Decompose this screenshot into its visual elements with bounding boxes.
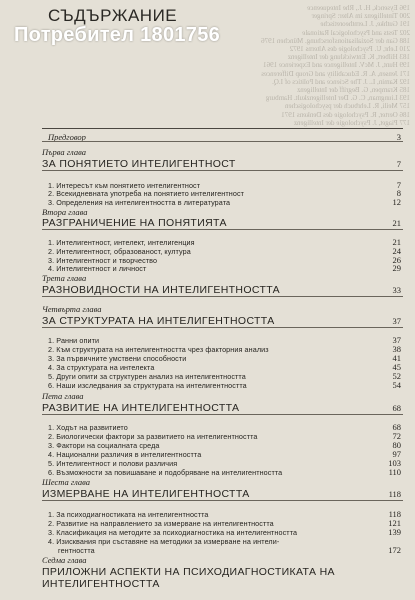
toc-entry: 3. Класификация на методите за психодиагностика на интелигентността	[48, 528, 298, 537]
page-number: 29	[392, 263, 401, 273]
divider	[42, 500, 403, 501]
toc-entry: 2. Интелигентност, образованост, култура	[48, 247, 191, 256]
chapter-label: Пета глава	[42, 391, 84, 401]
chapter-label: Седма глава	[42, 555, 87, 565]
page-number: 72	[392, 431, 401, 441]
divider	[42, 414, 403, 415]
chapter-title: РАЗНОВИДНОСТИ НА ИНТЕЛИГЕНТНОСТТА	[42, 284, 280, 296]
toc-entry: 2. Биологически фактори за развитието на интелигентността	[48, 432, 258, 441]
chapter-title: ЗА ПОНЯТИЕТО ИНТЕЛИГЕНТНОСТ	[42, 158, 236, 170]
page-number: 37	[392, 316, 401, 326]
page-number: 68	[392, 422, 401, 432]
toc-entry: 2. Развитие на направлението за измерване на интелигентността	[48, 519, 274, 528]
toc-entry: 6. Наши изследвания за структурата на интелигентността	[48, 381, 247, 390]
toc-entry: 1. За психодиагностиката на интелигентността	[48, 510, 209, 519]
chapter-label: Шеста глава	[42, 477, 91, 487]
page-title: СЪДЪРЖАНИЕ	[48, 6, 178, 25]
show-through-line: 202 Tests and Psychological Rationale	[302, 28, 410, 37]
toc-entry: 4. Интелигентност и личност	[48, 264, 147, 273]
show-through-line: 186 Oerter, R. Psychologie des Denkens 1971	[281, 110, 410, 119]
toc-entry: 1. Интересът към понятието интелигентност	[48, 181, 201, 190]
divider	[42, 141, 403, 142]
toc-entry: 5. Интелигентност и полови различия	[48, 459, 178, 468]
page-number: 8	[396, 188, 401, 198]
toc-entry: 3. Фактори на социалната среда	[48, 441, 160, 450]
show-through-line: 185 Krampen, G. Begriff der Intelligenz	[297, 86, 410, 94]
toc-entry: 2. Към структурата на интелигентността чрез факторния анализ	[48, 345, 269, 354]
show-through-line: 199 Hunt, J. McV. Intelligence and Experience 1961	[263, 61, 410, 70]
toc-entry: 4. За структурата на интелекта	[48, 363, 155, 372]
page-number: 52	[392, 371, 401, 381]
toc-entry: 3. Определения на интелигентността в литературата	[48, 198, 231, 207]
page-number: 33	[392, 285, 401, 295]
divider	[42, 170, 403, 171]
page-number: 26	[392, 255, 401, 265]
page-number: 118	[388, 509, 401, 519]
toc-entry: 4. Национални различия в интелигентността	[48, 450, 202, 459]
chapter-title: ЗА СТРУКТУРАТА НА ИНТЕЛИГЕНТНОСТТА	[42, 315, 275, 327]
chapter-label: Четвърта глава	[42, 304, 102, 314]
page-number: 21	[392, 237, 401, 247]
page-number: 172	[388, 545, 401, 555]
toc-entry: 1. Ранни опити	[48, 336, 100, 345]
page-number: 12	[392, 197, 401, 207]
chapter-label: Трета глава	[42, 273, 87, 283]
page-number: 68	[392, 403, 401, 413]
show-through-line: 171 Jensen, A. R. Educability and Group Differences	[261, 69, 410, 78]
chapter-title: ИЗМЕРВАНЕ НА ИНТЕЛИГЕНТНОСТТА	[42, 488, 250, 500]
chapter-title: ПРИЛОЖНИ АСПЕКТИ НА ПСИХОДИАГНОСТИКАТА НА	[42, 566, 335, 578]
watermark: Потребител 1801756	[14, 24, 221, 46]
chapter-label: Първа глава	[42, 147, 86, 157]
page-number: 103	[388, 458, 401, 468]
show-through-line: 191 Guthke, J. Lerntheoretische	[320, 20, 410, 29]
divider	[42, 128, 403, 129]
page-number: 3	[396, 132, 401, 142]
show-through-line: 196 Eysenck, H. J., Rhe Intequeence	[307, 4, 410, 12]
toc-entry: гентността	[58, 546, 95, 555]
show-through-line: 200 Tintelligenz im Alter: Springer	[311, 12, 410, 21]
page-number: 38	[392, 344, 401, 354]
show-through-line: 210 Lehr, U. Psychologie des Alterns 1972	[289, 45, 410, 53]
show-through-line: 157 Meili, R. Lehrbuch der psychologischen	[284, 102, 410, 111]
chapter-title: ИНТЕЛИГЕНТНОСТТА	[42, 578, 160, 590]
page-number: 80	[392, 440, 401, 450]
toc-entry: 2. Всекидневната употреба на понятието интелигентност	[48, 189, 245, 198]
page-number: 21	[392, 218, 401, 228]
page-number: 41	[392, 353, 401, 363]
divider	[42, 327, 403, 328]
page-number: 7	[396, 180, 401, 190]
toc-entry: 6. Възможности за повишаване и подобряване на интелигентността	[48, 468, 283, 477]
chapter-title: РАЗВИТИЕ НА ИНТЕЛИГЕНТНОСТТА	[42, 402, 240, 414]
show-through-line: 177 Piaget, J. Psychologie der Intelligenz	[293, 118, 410, 127]
page-number: 24	[392, 246, 401, 256]
toc-entry: 1. Интелигентност, интелект, интелигенция	[48, 238, 195, 247]
toc-entry: 3. За първичните умствени способности	[48, 354, 187, 363]
toc-entry: 5. Други опити за структурен анализ на интелигентността	[48, 372, 246, 381]
page-number: 97	[392, 449, 401, 459]
chapter-label: Предговор	[48, 132, 86, 142]
page-number: 37	[392, 335, 401, 345]
show-through-line: 193 Liungman, C. G. Der Intelligenzkult. Hamburg	[265, 94, 410, 103]
page-number: 45	[392, 362, 401, 372]
page-number: 118	[388, 489, 401, 499]
chapter-title: РАЗГРАНИЧЕНИЕ НА ПОНЯТИЯТА	[42, 217, 227, 229]
page-number: 121	[388, 518, 401, 528]
page-number: 7	[396, 159, 401, 169]
show-through-line: 192 Kamin, L. J. The Science and Politics of I.Q.	[272, 77, 410, 86]
chapter-label: Втора глава	[42, 207, 88, 217]
toc-entry: 3. Интелигентност и творчество	[48, 256, 158, 265]
divider	[42, 229, 403, 230]
show-through-line: 183 Hilbert, K. Entwicklung der Intelligenz	[287, 53, 410, 62]
toc-entry: 4. Изисквания при съставяне на методики за измерване на интели-	[48, 537, 280, 546]
page-number: 139	[388, 527, 401, 537]
show-through-line: 188 Gan der Sozialisationsforschung. München 1976	[261, 36, 410, 45]
toc-entry: 1. Ходът на развитието	[48, 423, 128, 432]
page-number: 54	[392, 380, 401, 390]
page-number: 110	[388, 467, 401, 477]
divider	[42, 296, 403, 297]
